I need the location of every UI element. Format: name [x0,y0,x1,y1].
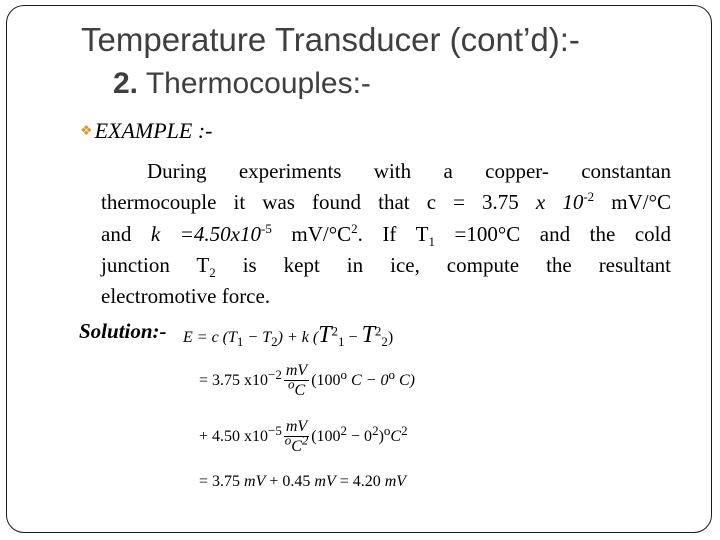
equation-3: + 4.50 $x10^{-5}$ $\frac{mV}{^oC^2}$ $(100^2 - 0^2)^oC^2$ [199,418,408,455]
problem-line-4: junction $T_2$ is kept in ice, compute the resultant [101,253,672,281]
equation-1: E = c $(T_1 - T_2) + k$ $(T^2_1 - T^2_2)$ [183,322,394,350]
example-heading [80,118,212,144]
example-label: EXAMPLE :- [94,118,213,143]
equation-2: = 3.75 $x10^{-2}$ $\frac{mV}{^oC}$ (100$^o$ $C - 0^o$ C) [199,362,415,399]
slide-title: Temperature Transducer (cont’d):- [81,21,580,58]
problem-line-5: electromotive force. [101,284,271,308]
solution-label: Solution:- [79,319,167,343]
slide-subtitle [113,67,371,101]
problem-line-3: and $k =4.50x10^{-5}$ $mV/^\circ C^2$. If $T_1 =100^\circ C$ and the cold [101,221,672,250]
problem-line-1: During experiments with a copper- constantan [147,159,671,183]
subtitle-text: Thermocouples:- [138,67,371,100]
subtitle-number: 2. [113,67,139,100]
diamond-bullet-icon: ❖ [80,124,93,139]
equation-4: = 3.75 mV + 0.45 mV = 4.20 mV [199,473,407,490]
problem-line-2: thermocouple it was found that c = 3.75 x $10^{-2}$ mV/°C [101,189,672,214]
